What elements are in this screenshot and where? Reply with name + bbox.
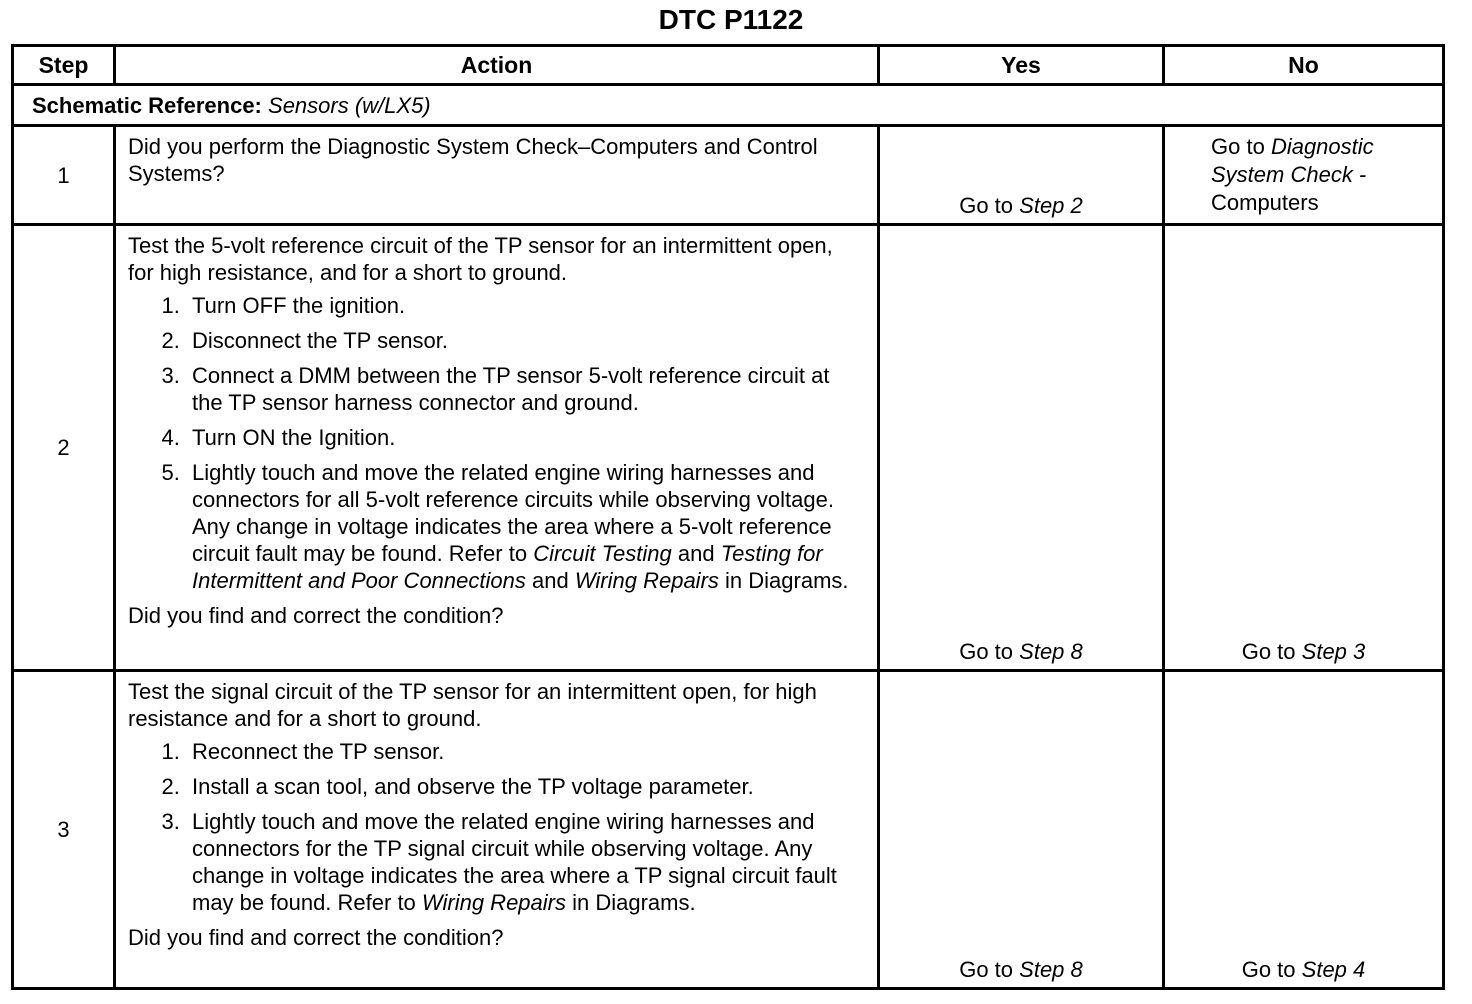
substep-item: 4. Turn ON the Ignition. bbox=[186, 424, 863, 451]
reference-link: Wiring Repairs bbox=[574, 568, 719, 593]
substep-item: 1. Turn OFF the ignition. bbox=[186, 292, 863, 319]
yes-target: Step 8 bbox=[1019, 639, 1083, 664]
reference-link: Circuit Testing bbox=[533, 541, 672, 566]
header-step: Step bbox=[13, 46, 115, 85]
step-number: 1 bbox=[13, 126, 115, 225]
step-number: 3 bbox=[13, 671, 115, 989]
no-target: Step 4 bbox=[1301, 957, 1366, 982]
yes-cell bbox=[879, 126, 1164, 225]
substep-text: and bbox=[677, 541, 715, 566]
dtc-table bbox=[11, 44, 1445, 990]
yes-cell bbox=[879, 671, 1164, 989]
reference-link: Testing for Intermittent and Poor Connections bbox=[192, 541, 823, 593]
substep-text: and bbox=[531, 568, 569, 593]
substep-list bbox=[128, 292, 863, 594]
schematic-value: Sensors (w/LX5) bbox=[268, 92, 431, 118]
no-prefix: Go to bbox=[1241, 957, 1296, 982]
header-yes: Yes bbox=[879, 46, 1164, 85]
table-row bbox=[13, 671, 1444, 989]
header-no: No bbox=[1164, 46, 1444, 85]
substep-text: Lightly touch and move the related engine wiring harnesses and connectors for the TP signal circuit while observing voltage. Any change in voltage indicates the area where a TP signal circuit fault may be found. Refer to bbox=[192, 809, 837, 915]
substep-item: 2. Disconnect the TP sensor. bbox=[186, 327, 863, 354]
table-row bbox=[13, 225, 1444, 671]
table-row bbox=[13, 126, 1444, 225]
action-cell bbox=[115, 671, 879, 989]
substep-text: in Diagrams. bbox=[725, 568, 849, 593]
reference-link: Wiring Repairs bbox=[421, 890, 566, 915]
no-target: Diagnostic bbox=[1270, 134, 1374, 159]
no-prefix: Go to bbox=[1211, 134, 1265, 159]
action-cell bbox=[115, 126, 879, 225]
action-intro: Test the 5-volt reference circuit of the TP sensor for an intermittent open, for high resistance, and for a short to ground. bbox=[128, 233, 833, 285]
substep-list bbox=[128, 738, 863, 916]
substep-item: 3. Connect a DMM between the TP sensor 5-volt reference circuit at the TP sensor harness connector and ground. bbox=[186, 362, 863, 416]
no-target: Computers bbox=[1211, 190, 1319, 215]
yes-prefix: Go to bbox=[959, 957, 1014, 982]
action-question: Did you find and correct the condition? bbox=[128, 603, 504, 628]
action-intro: Test the signal circuit of the TP sensor for an intermittent open, for high resistance and for a short to ground. bbox=[128, 679, 817, 731]
yes-cell bbox=[879, 225, 1164, 671]
no-prefix: Go to bbox=[1241, 639, 1296, 664]
schematic-label: Schematic Reference: bbox=[32, 92, 262, 118]
no-cell bbox=[1164, 225, 1444, 671]
schematic-reference bbox=[13, 85, 1444, 126]
substep-text: Lightly touch and move the related engine wiring harnesses and connectors for all 5-volt reference circuits while observing voltage. Any change in voltage indicates the area where a 5-volt reference circuit fault may be found. Refer to bbox=[192, 460, 834, 566]
page-title: DTC P1122 bbox=[658, 4, 804, 35]
header-action: Action bbox=[115, 46, 879, 85]
no-target: Step 3 bbox=[1301, 639, 1366, 664]
schematic-row bbox=[13, 85, 1444, 126]
header-row bbox=[13, 46, 1444, 85]
substep-item: 1. Reconnect the TP sensor. bbox=[186, 738, 863, 765]
no-target: System Check - bbox=[1211, 162, 1367, 187]
yes-target: Step 8 bbox=[1019, 957, 1083, 982]
substep-text: in Diagrams. bbox=[572, 890, 696, 915]
yes-target: Step 2 bbox=[1019, 193, 1083, 218]
step-number: 2 bbox=[13, 225, 115, 671]
yes-prefix: Go to bbox=[959, 193, 1014, 218]
substep-item bbox=[186, 459, 863, 594]
no-cell bbox=[1164, 671, 1444, 989]
action-text: Did you perform the Diagnostic System Check–Computers and Control Systems? bbox=[128, 134, 818, 186]
substep-item: 2. Install a scan tool, and observe the TP voltage parameter. bbox=[186, 773, 863, 800]
no-cell bbox=[1164, 126, 1444, 225]
yes-prefix: Go to bbox=[959, 639, 1014, 664]
action-question: Did you find and correct the condition? bbox=[128, 925, 504, 950]
action-cell bbox=[115, 225, 879, 671]
substep-item bbox=[186, 808, 863, 916]
